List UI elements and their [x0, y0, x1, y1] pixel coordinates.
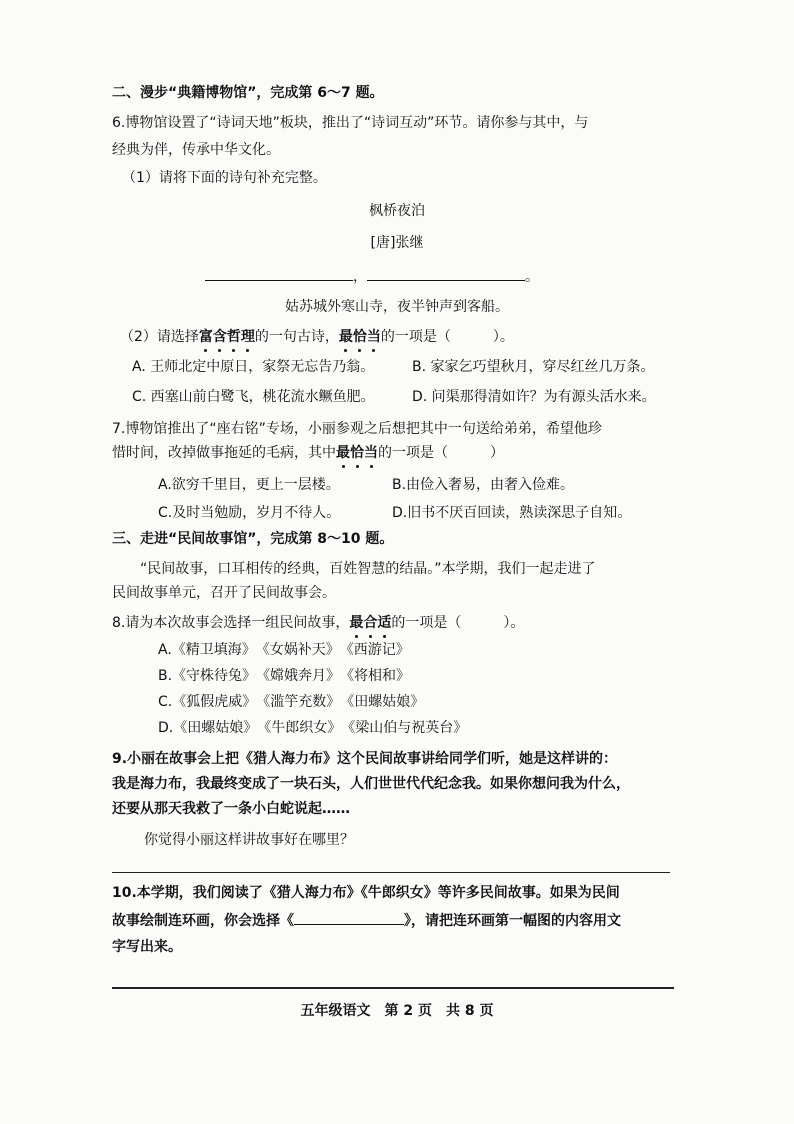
q8-stem: 8.请为本次故事会选择一组民间故事，最合适的一项是（ ）。 [112, 612, 524, 634]
q10-answer-line[interactable] [112, 987, 674, 989]
q6-sub2: （2）请选择富含哲理的一句古诗，最恰当的一项是（ ）。 [120, 326, 514, 348]
q9-answer-line[interactable] [112, 872, 670, 873]
poem-blank-2[interactable] [367, 266, 525, 281]
q6-option-d[interactable]: D. 问渠那得清如许？为有源头活水来。 [412, 389, 656, 405]
q7-stem-line-1: 7.博物馆推出了“座右铭”专场，小丽参观之后想把其中一句送给弟弟，希望他珍 [112, 421, 602, 437]
q7-option-d[interactable]: D.旧书不厌百回读，熟读深思子自知。 [392, 505, 632, 521]
q10-stem-line-1: 10.本学期，我们阅读了《猎人海力布》《牛郎织女》等许多民间故事。如果为民间 [112, 885, 620, 901]
q6-sub1: （1）请将下面的诗句补充完整。 [122, 170, 327, 186]
q8-option-b[interactable]: B.《守株待兔》 《嫦娥奔月》 《将相和》 [158, 668, 411, 684]
q9-stem-line-2: 我是海力布，我最终变成了一块石头，人们世世代代纪念我。如果你想问我为什么， [112, 776, 630, 792]
poem-blank-1[interactable] [205, 266, 353, 281]
q8-option-c[interactable]: C.《狐假虎威》 《滥竽充数》 《田螺姑娘》 [158, 694, 425, 710]
q9-question: 你觉得小丽这样讲故事好在哪里？ [144, 832, 354, 848]
q10-stem-line-2: 故事绘制连环画，你会选择《 》，请把连环画第一幅图的内容用文 [112, 910, 621, 932]
poem-period: 。 [525, 269, 539, 285]
q6-option-b[interactable]: B. 家家乞巧望秋月，穿尽红丝几万条。 [412, 359, 655, 375]
q6-option-a[interactable]: A. 王师北定中原日，家祭无忘告乃翁。 [132, 359, 375, 375]
q6-option-c[interactable]: C. 西塞山前白鹭飞，桃花流水鳜鱼肥。 [132, 389, 375, 405]
q8-option-a[interactable]: A.《精卫填海》 《女娲补天》 《西游记》 [158, 642, 410, 658]
poem-title: 枫桥夜泊 [369, 203, 425, 219]
section-3-intro-line-2: 民间故事单元，召开了民间故事会。 [112, 585, 336, 601]
section-2-heading: 二、漫步“典籍博物馆”，完成第 6～7 题。 [112, 85, 384, 101]
q6-stem-line-1: 6.博物馆设置了“诗词天地”板块，推出了“诗词互动”环节。请你参与其中，与 [112, 115, 589, 131]
section-3-heading: 三、走进“民间故事馆”，完成第 8～10 题。 [112, 531, 394, 547]
q9-stem-line-3: 还要从那天我救了一条小白蛇说起…… [112, 801, 350, 817]
q9-stem-line-1: 9.小丽在故事会上把《猎人海力布》这个民间故事讲给同学们听，她是这样讲的： [112, 751, 618, 767]
page-footer: 五年级语文 第 2 页 共 8 页 [300, 1003, 494, 1019]
poem-line-2: 姑苏城外寒山寺，夜半钟声到客船。 [285, 299, 509, 315]
q10-story-blank[interactable] [294, 910, 404, 925]
q6-stem-line-2: 经典为伴，传承中华文化。 [112, 142, 280, 158]
poem-author: [唐]张继 [370, 235, 424, 251]
poem-fill-line [205, 266, 539, 288]
q7-option-b[interactable]: B.由俭入奢易，由奢入俭难。 [392, 477, 575, 493]
q7-stem-line-2: 惜时间，改掉做事拖延的毛病，其中最恰当的一项是（ ） [112, 442, 504, 464]
q7-option-a[interactable]: A.欲穷千里目，更上一层楼。 [158, 477, 340, 493]
section-3-intro-line-1: “民间故事，口耳相传的经典，百姓智慧的结晶。”本学期，我们一起走进了 [140, 561, 596, 577]
poem-comma: ， [353, 269, 367, 285]
q8-option-d[interactable]: D.《田螺姑娘》 《牛郎织女》 《梁山伯与祝英台》 [158, 720, 468, 736]
q7-option-c[interactable]: C.及时当勉励，岁月不待人。 [158, 505, 341, 521]
q10-stem-line-3: 字写出来。 [112, 939, 182, 955]
